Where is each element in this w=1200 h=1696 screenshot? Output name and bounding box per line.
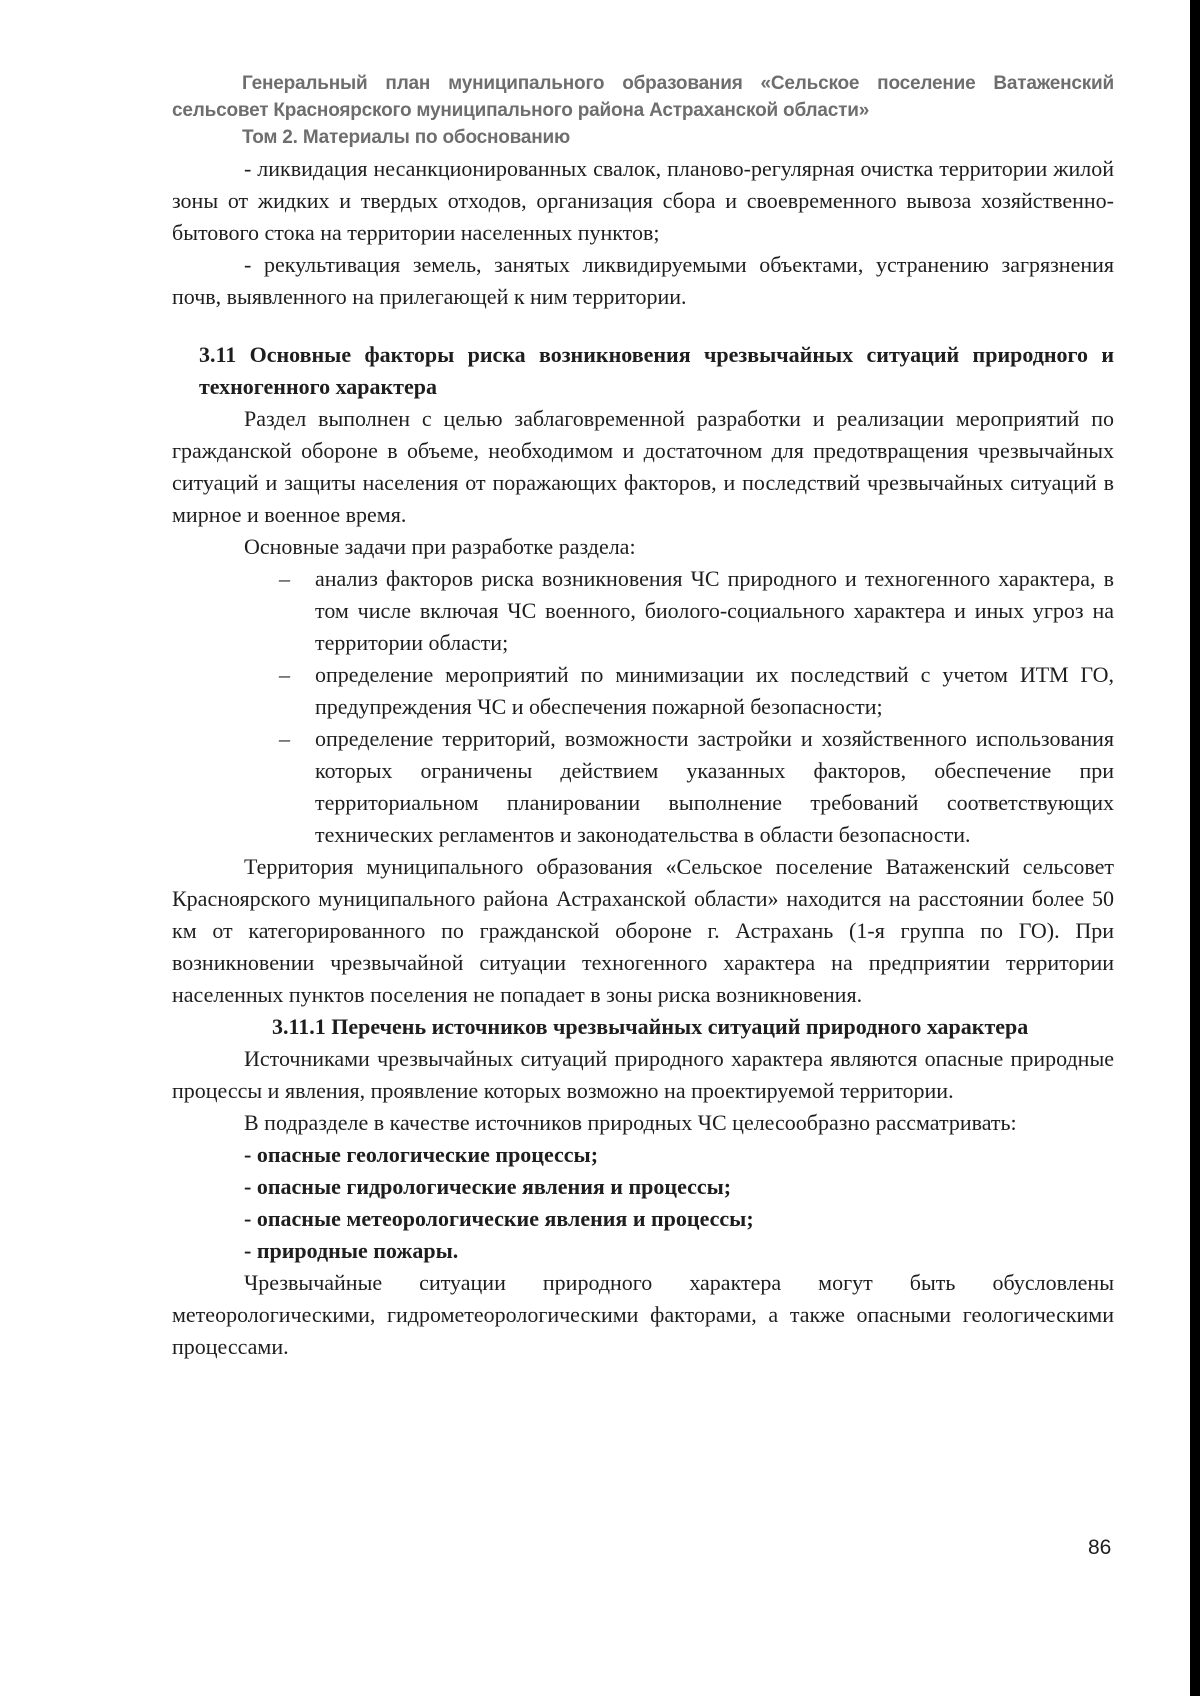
subsection-paragraph-2: В подразделе в качестве источников природных ЧС целесообразно рассматривать: bbox=[244, 1110, 1017, 1135]
subsection-paragraph-3: Чрезвычайные ситуации природного характера могут быть обусловлены метеорологическими, гидрометеорологическими факторами, а также опасными геологическими процессами. bbox=[172, 1270, 1114, 1359]
source-item-fires: - природные пожары. bbox=[244, 1238, 459, 1263]
intro-item-1: - ликвидация несанкционированных свалок, планово-регулярная очистка территории жилой зоны от жидких и твердых отходов, организация сбора и своевременного вывоза хозяйственно-бытового стока на территории населенных пунктов; bbox=[172, 156, 1114, 245]
page-number: 86 bbox=[1088, 1536, 1112, 1559]
subsection-paragraph-1: Источниками чрезвычайных ситуаций природного характера являются опасные природные процессы и явления, проявление которых возможно на проектируемой территории. bbox=[172, 1046, 1114, 1103]
header-line-2: сельсовет Красноярского муниципального района Астраханской области» bbox=[172, 100, 870, 121]
list-item bbox=[279, 659, 1114, 723]
page-edge-border bbox=[1190, 0, 1200, 1696]
source-item-hydrological: - опасные гидрологические явления и процессы; bbox=[244, 1174, 732, 1199]
list-item-text: определение территорий, возможности застройки и хозяйственного использования которых ограничены действием указанных факторов, обеспечение при территориальном планировании выполнение требований соответствующих технических регламентов и законодательства в области безопасности. bbox=[315, 726, 1114, 847]
tasks-list bbox=[172, 563, 1114, 851]
list-marker: – bbox=[279, 726, 290, 751]
document-page bbox=[172, 70, 1114, 1363]
list-item-text: анализ факторов риска возникновения ЧС природного и техногенного характера, в том числе включая ЧС военного, биолого-социального характера и иных угроз на территории области; bbox=[315, 566, 1114, 655]
list-marker: – bbox=[279, 566, 290, 591]
list-item bbox=[279, 563, 1114, 659]
section-title: 3.11 Основные факторы риска возникновения чрезвычайных ситуаций природного и техногенного характера bbox=[199, 342, 1114, 399]
section-paragraph-2: Территория муниципального образования «Сельское поселение Ватаженский сельсовет Красноярского муниципального района Астраханской области» находится на расстоянии более 50 км от категорированного по гражданской обороне г. Астрахань (1-я группа по ГО). При возникновении чрезвычайной ситуации техногенного характера на предприятии территории населенных пунктов поселения не попадает в зоны риска возникновения. bbox=[172, 854, 1114, 1007]
header-line-3: Том 2. Материалы по обоснованию bbox=[242, 127, 571, 148]
source-item-meteorological: - опасные метеорологические явления и процессы; bbox=[244, 1206, 754, 1231]
list-item-text: определение мероприятий по минимизации их последствий с учетом ИТМ ГО, предупреждения ЧС и обеспечения пожарной безопасности; bbox=[315, 662, 1114, 719]
running-header bbox=[172, 70, 1114, 151]
list-marker: – bbox=[279, 662, 290, 687]
source-item-geological: - опасные геологические процессы; bbox=[244, 1142, 599, 1167]
section-paragraph-1: Раздел выполнен с целью заблаговременной разработки и реализации мероприятий по гражданской обороне в объеме, необходимом и достаточном для предотвращения чрезвычайных ситуаций и защиты населения от поражающих факторов, и последствий чрезвычайных ситуаций в мирное и военное время. bbox=[172, 406, 1114, 527]
list-item bbox=[279, 723, 1114, 851]
header-line-1: Генеральный план муниципального образования «Сельское поселение Ватаженский bbox=[242, 73, 1114, 94]
tasks-intro: Основные задачи при разработке раздела: bbox=[244, 534, 636, 559]
subsection-title: 3.11.1 Перечень источников чрезвычайных ситуаций природного характера bbox=[272, 1014, 1029, 1039]
intro-item-2: - рекультивация земель, занятых ликвидируемыми объектами, устранению загрязнения почв, выявленного на прилегающей к ним территории. bbox=[172, 252, 1114, 309]
